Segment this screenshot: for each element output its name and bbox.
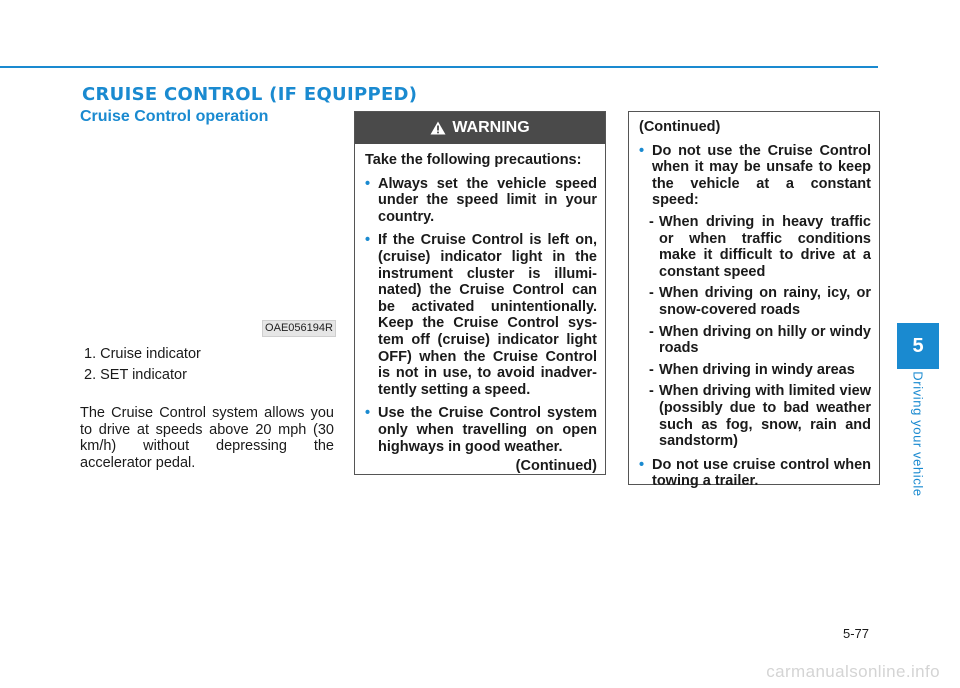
sub-title: Cruise Control operation — [80, 108, 269, 125]
condition-item: - When driving in heavy traffic or when traffic conditions make it difficult to drive at a constant speed — [649, 213, 871, 280]
watermark: carmanualsonline.info — [766, 662, 940, 681]
bullet-dot-icon: • — [365, 232, 371, 249]
continued-lead: (Continued) — [639, 119, 721, 135]
indicator-item: 1. Cruise indicator — [84, 346, 201, 362]
warning-box — [354, 111, 606, 475]
bullet-dot-icon: • — [639, 456, 645, 473]
page-number: 5-77 — [843, 626, 870, 641]
bullet-dot-icon: • — [365, 405, 371, 422]
header-rule — [0, 66, 878, 68]
warning-header-text: WARNING — [452, 119, 530, 136]
indicator-list — [84, 344, 201, 386]
condition-item: - When driving with limited view (possibly due to bad weather such as fog, snow, rain and sandstorm) — [649, 383, 871, 450]
section-title: CRUISE CONTROL (IF EQUIPPED) — [82, 84, 418, 105]
warning-bullet: • If the Cruise Control is left on, (cruise) indicator light in the instrument cluster is illumi-nated) the Cruise Control can be activated unintentionally. Keep the Cruise Control sys-tem off (cruise) indicator light OFF) when the Cruise Control is not in use, to avoid inadver-tently setting a speed. — [365, 232, 597, 398]
chapter-label: Driving your vehicle — [910, 371, 926, 497]
condition-item: - When driving on rainy, icy, or snow-covered roads — [649, 285, 871, 318]
intro-paragraph: The Cruise Control system allows you to drive at speeds above 20 mph (30 km/h) without depressing the accelerator pedal. — [80, 405, 334, 471]
warning-lead: Take the following precautions: — [365, 152, 582, 168]
warning-header — [355, 112, 605, 144]
bullet-dot-icon: • — [365, 175, 371, 192]
continued-bullet: • Do not use cruise control when towing a trailer. — [639, 456, 871, 490]
indicator-item: 2. SET indicator — [84, 367, 187, 383]
condition-item: - When driving on hilly or windy roads — [649, 323, 871, 357]
warning-body — [355, 144, 605, 475]
warning-triangle-icon — [430, 121, 446, 135]
chapter-tab: 5 — [897, 323, 939, 369]
continued-box — [628, 111, 880, 490]
continued-bullet: • Do not use the Cruise Control when it may be unsafe to keep the vehicle at a constant speed: — [639, 142, 871, 209]
bullet-dot-icon: • — [639, 142, 645, 159]
warning-bullet: • Always set the vehicle speed under the speed limit in your country. — [365, 175, 597, 225]
figure-code-label: OAE056194R — [262, 320, 336, 337]
condition-item: - When driving in windy areas — [649, 361, 855, 378]
warning-bullet: • Use the Cruise Control system only when travelling on open highways in good weather. — [365, 405, 597, 455]
warning-continued: (Continued) — [515, 458, 597, 475]
